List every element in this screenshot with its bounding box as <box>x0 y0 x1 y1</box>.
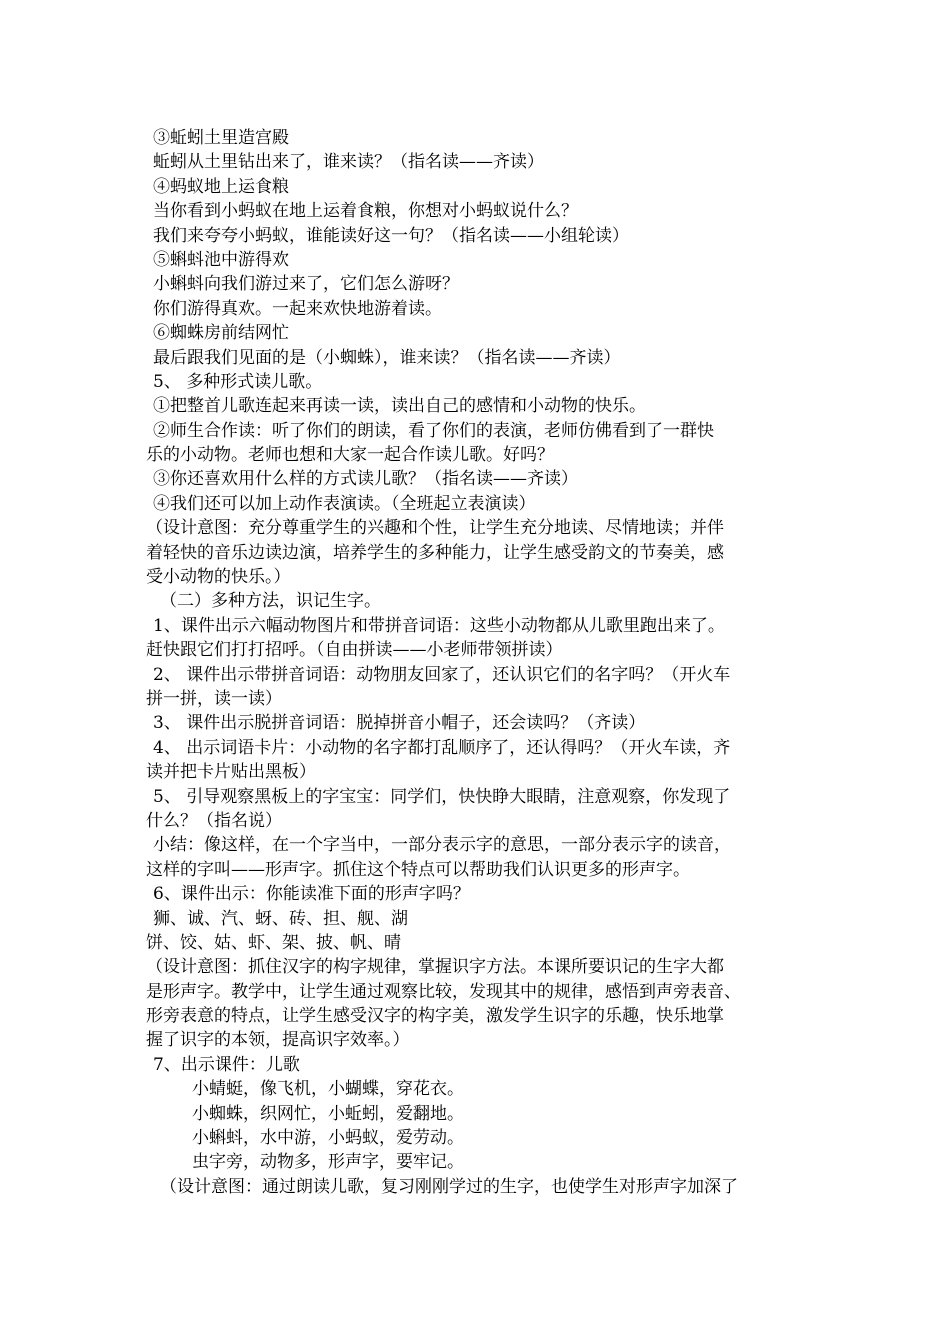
poem-line: 小蜘蛛，织网忙，小蚯蚓，爱翻地。 <box>192 1103 464 1124</box>
text-line: ⑤蝌蚪池中游得欢 <box>153 249 289 270</box>
text-line: 最后跟我们见面的是（小蜘蛛），谁来读？（指名读——齐读） <box>153 347 621 368</box>
poem-line: 小蜻蜓，像飞机，小蝴蝶，穿花衣。 <box>192 1079 464 1100</box>
text-line: 握了识字的本领，提高识字效率。） <box>146 1030 410 1051</box>
text-line: 当你看到小蚂蚁在地上运着食粮，你想对小蚂蚁说什么？ <box>153 201 578 222</box>
text-line: 4、 出示词语卡片：小动物的名字都打乱顺序了，还认得吗？（开火车读，齐 <box>153 737 731 758</box>
text-line: 3、 课件出示脱拼音词语：脱掉拼音小帽子，还会读吗？（齐读） <box>153 713 646 734</box>
text-line: 这样的字叫——形声字。抓住这个特点可以帮助我们认识更多的形声字。 <box>146 859 690 880</box>
text-line: 着轻快的音乐边读边演，培养学生的多种能力，让学生感受韵文的节奏美，感 <box>146 542 724 563</box>
text-line: ④蚂蚁地上运食粮 <box>153 176 289 197</box>
text-line: ④我们还可以加上动作表演读。（全班起立表演读） <box>153 493 536 514</box>
text-line: 乐的小动物。老师也想和大家一起合作读儿歌。好吗？ <box>146 445 554 466</box>
text-line: 什么？（指名说） <box>146 810 282 831</box>
text-line: 7、出示课件：儿歌 <box>153 1054 300 1075</box>
text-line: 饼、饺、姑、虾、架、披、帆、晴 <box>146 932 401 953</box>
text-line: 你们游得真欢。一起来欢快地游着读。 <box>153 298 442 319</box>
text-line: （设计意图：充分尊重学生的兴趣和个性，让学生充分地读、尽情地读；并伴 <box>146 518 724 539</box>
text-line: ②师生合作读：听了你们的朗读，看了你们的表演，老师仿佛看到了一群快 <box>153 420 714 441</box>
text-line: 读并把卡片贴出黑板） <box>146 762 316 783</box>
text-line: 蚯蚓从土里钻出来了，谁来读？（指名读——齐读） <box>153 152 544 173</box>
text-line: 小蝌蚪向我们游过来了，它们怎么游呀？ <box>153 274 459 295</box>
text-line: ③你还喜欢用什么样的方式读儿歌？（指名读——齐读） <box>153 469 578 490</box>
text-line: 6、课件出示：你能读准下面的形声字吗？ <box>153 884 470 905</box>
text-line: 5、 引导观察黑板上的字宝宝：同学们，快快睁大眼睛，注意观察，你发现了 <box>153 786 731 807</box>
poem-line: 虫字旁，动物多，形声字，要牢记。 <box>192 1152 464 1173</box>
text-line: 狮、诚、汽、蚜、砖、担、舰、湖 <box>153 908 408 929</box>
poem-line: 小蝌蚪，水中游，小蚂蚁，爱劳动。 <box>192 1128 464 1149</box>
text-line: 1、课件出示六幅动物图片和带拼音词语：这些小动物都从儿歌里跑出来了。 <box>153 615 725 636</box>
document-body <box>146 126 826 1199</box>
text-line: 我们来夸夸小蚂蚁，谁能读好这一句？（指名读——小组轮读） <box>153 225 629 246</box>
text-line: 赶快跟它们打打招呼。（自由拼读——小老师带领拼读） <box>146 640 563 661</box>
text-line: ⑥蜘蛛房前结网忙 <box>153 323 289 344</box>
text-line: 是形声字。教学中，让学生通过观察比较，发现其中的规律，感悟到声旁表音、 <box>146 981 741 1002</box>
text-line: 2、 课件出示带拼音词语：动物朋友回家了，还认识它们的名字吗？（开火车 <box>153 664 731 685</box>
text-line: ③蚯蚓土里造宫殿 <box>153 128 289 148</box>
text-line: 受小动物的快乐。） <box>146 567 291 588</box>
text-line: 5、 多种形式读儿歌。 <box>153 371 323 392</box>
text-line: （设计意图：抓住汉字的构字规律，掌握识字方法。本课所要识记的生字大都 <box>146 957 724 978</box>
section-heading: （二）多种方法，识记生字。 <box>160 591 381 612</box>
text-line: 拼一拼，读一读） <box>146 688 282 709</box>
text-line: （设计意图：通过朗读儿歌，复习刚刚学过的生字，也使学生对形声字加深了 <box>160 1176 738 1197</box>
text-line: 形旁表意的特点，让学生感受汉字的构字美，激发学生识字的乐趣，快乐地掌 <box>146 1006 724 1027</box>
text-line: ①把整首儿歌连起来再读一读，读出自己的感情和小动物的快乐。 <box>153 396 646 417</box>
text-line: 小结：像这样，在一个字当中，一部分表示字的意思，一部分表示字的读音， <box>153 835 731 856</box>
